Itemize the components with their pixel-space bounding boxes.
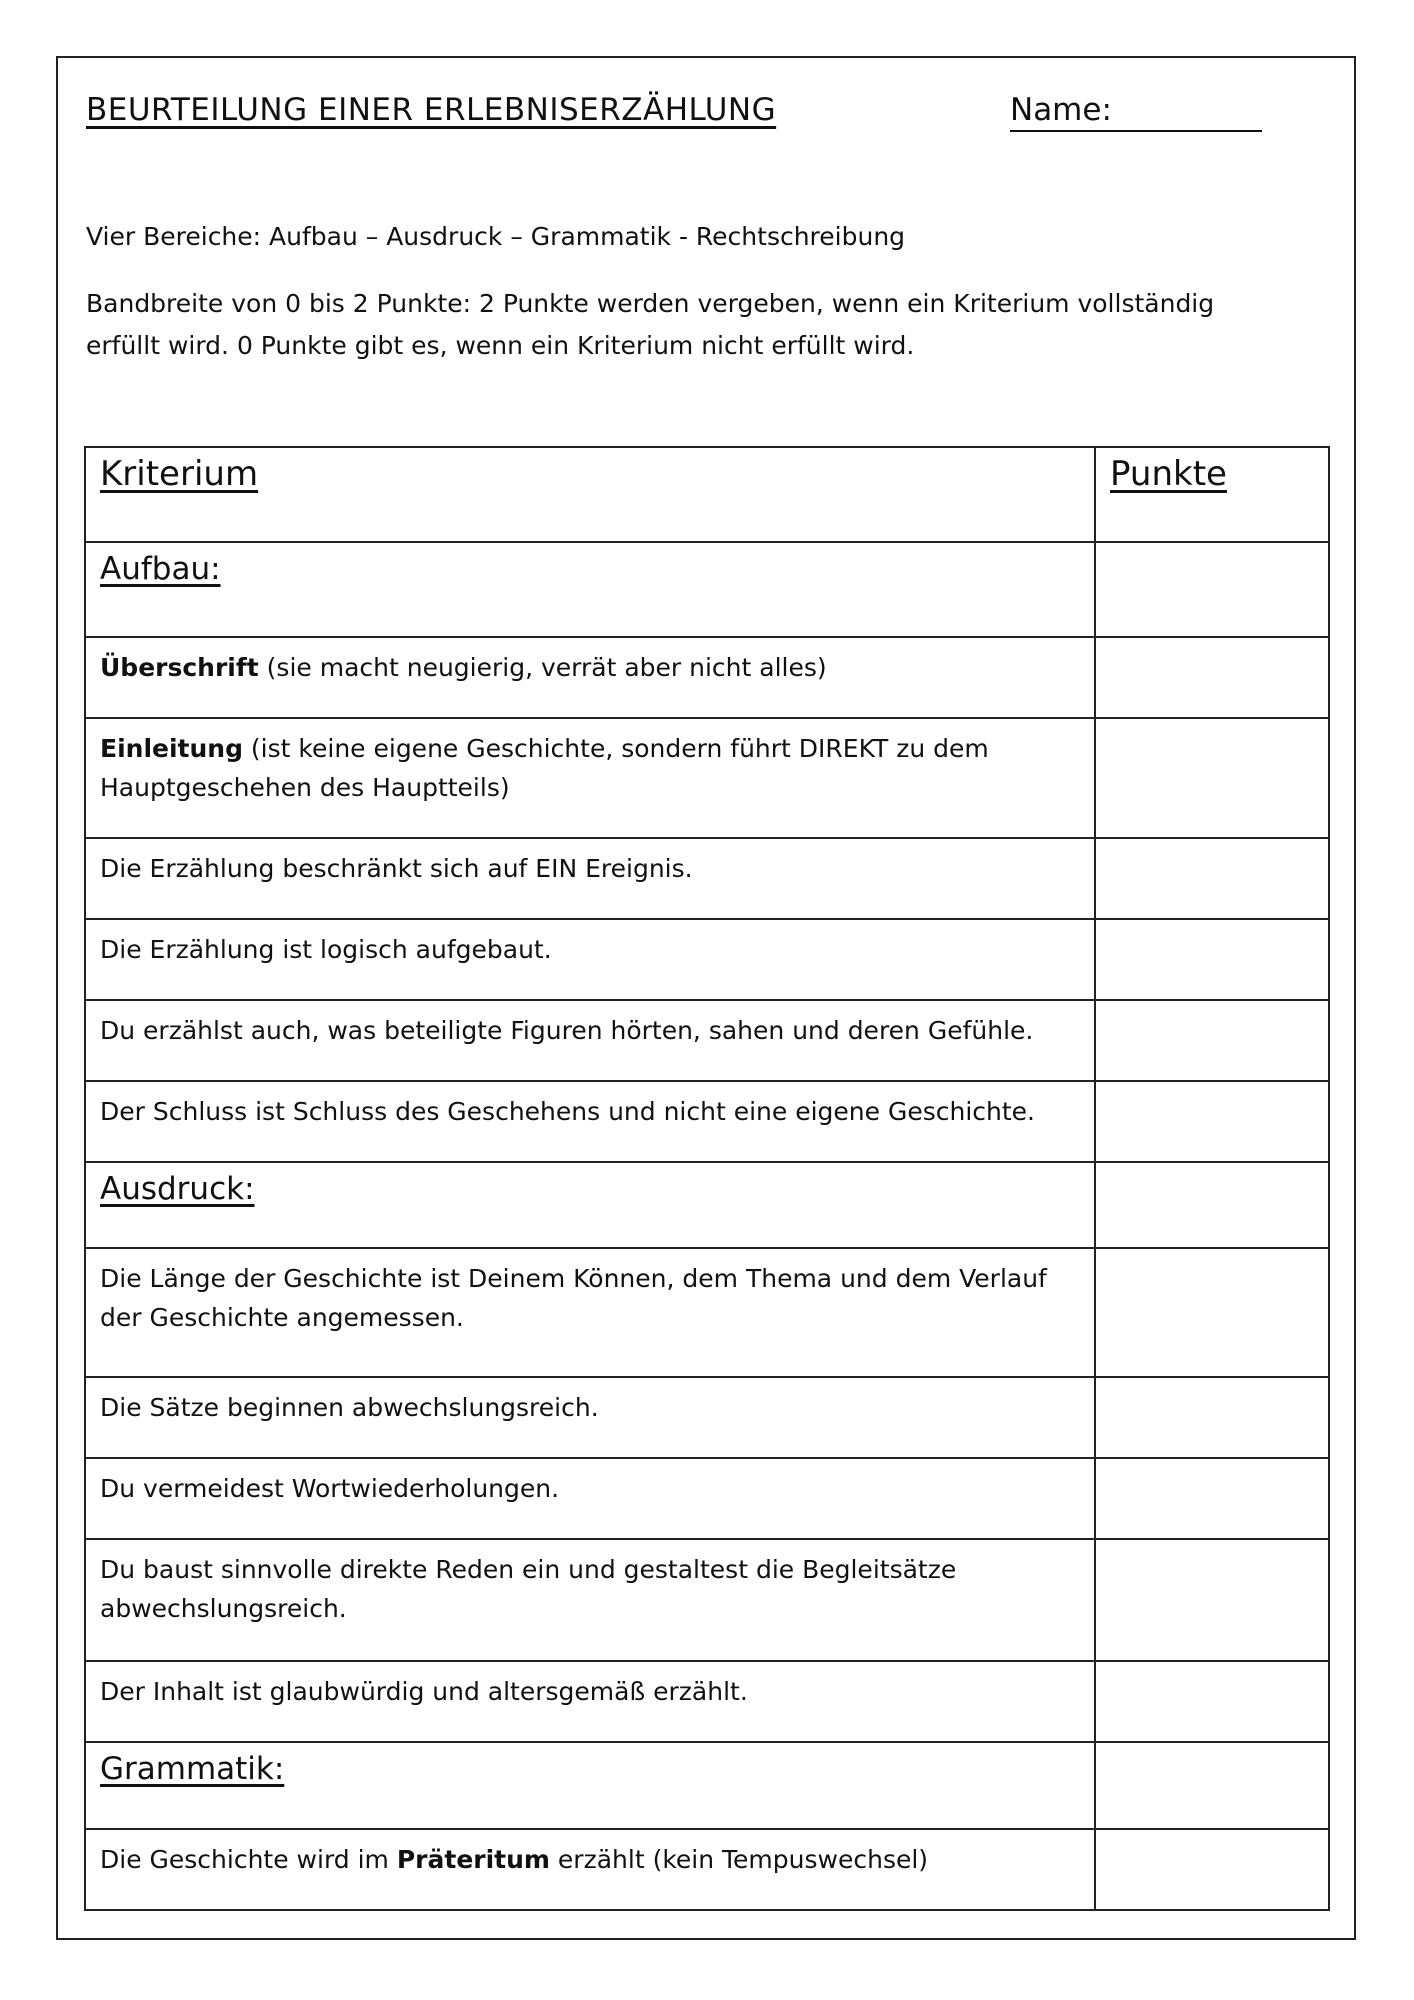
points-cell[interactable] [1095, 1000, 1329, 1081]
points-cell[interactable] [1095, 1458, 1329, 1539]
criterion-text: Die Erzählung beschränkt sich auf EIN Ereignis. [85, 838, 1095, 919]
criterion-text: Die Sätze beginnen abwechslungsreich. [85, 1377, 1095, 1458]
criterion-keyword: Präteritum [396, 1845, 550, 1874]
criterion-cell [85, 1829, 1095, 1910]
criteria-table [84, 446, 1330, 1911]
table-row [85, 1000, 1329, 1081]
criterion-text: Die Erzählung ist logisch aufgebaut. [85, 919, 1095, 1000]
criterion-cell [85, 718, 1095, 838]
points-cell[interactable] [1095, 1248, 1329, 1377]
section-heading-grammatik: Grammatik: [85, 1742, 1095, 1829]
intro-areas: Vier Bereiche: Aufbau – Ausdruck – Grammatik - Rechtschreibung [86, 222, 906, 251]
section-row-grammatik [85, 1742, 1329, 1829]
points-cell[interactable] [1095, 637, 1329, 718]
table-row [85, 1539, 1329, 1661]
points-cell[interactable] [1095, 1661, 1329, 1742]
points-cell[interactable] [1095, 1081, 1329, 1162]
criterion-text: Der Inhalt ist glaubwürdig und altersgemäß erzählt. [85, 1661, 1095, 1742]
points-cell[interactable] [1095, 1377, 1329, 1458]
name-label: Name: [1010, 92, 1112, 128]
points-cell[interactable] [1095, 718, 1329, 838]
criterion-text: Du vermeidest Wortwiederholungen. [85, 1458, 1095, 1539]
criterion-text: Der Schluss ist Schluss des Geschehens und nicht eine eigene Geschichte. [85, 1081, 1095, 1162]
table-row [85, 1829, 1329, 1910]
points-cell[interactable] [1095, 1162, 1329, 1248]
section-heading-ausdruck: Ausdruck: [85, 1162, 1095, 1248]
table-row [85, 919, 1329, 1000]
criterion-cell [85, 637, 1095, 718]
header-points: Punkte [1095, 447, 1329, 542]
criterion-keyword: Einleitung [100, 734, 243, 763]
points-cell[interactable] [1095, 542, 1329, 637]
points-cell[interactable] [1095, 1742, 1329, 1829]
table-row [85, 838, 1329, 919]
table-row [85, 1081, 1329, 1162]
table-row [85, 1458, 1329, 1539]
table-row [85, 1377, 1329, 1458]
criterion-keyword: Überschrift [100, 653, 259, 682]
criterion-text: Die Länge der Geschichte ist Deinem Können, dem Thema und dem Verlauf der Geschichte angemessen. [85, 1248, 1095, 1377]
points-cell[interactable] [1095, 919, 1329, 1000]
table-row [85, 637, 1329, 718]
header-criterion: Kriterium [85, 447, 1095, 542]
points-cell[interactable] [1095, 1829, 1329, 1910]
section-heading-aufbau: Aufbau: [85, 542, 1095, 637]
table-row [85, 718, 1329, 838]
criterion-text: Du baust sinnvolle direkte Reden ein und gestaltest die Begleitsätze abwechslungsreich. [85, 1539, 1095, 1661]
table-row [85, 1661, 1329, 1742]
section-row-aufbau [85, 542, 1329, 637]
table-header-row [85, 447, 1329, 542]
section-row-ausdruck [85, 1162, 1329, 1248]
points-cell[interactable] [1095, 838, 1329, 919]
points-cell[interactable] [1095, 1539, 1329, 1661]
criterion-text: Du erzählst auch, was beteiligte Figuren hörten, sahen und deren Gefühle. [85, 1000, 1095, 1081]
document-title: BEURTEILUNG EINER ERLEBNISERZÄHLUNG [86, 92, 777, 128]
criterion-text: erzählt (kein Tempuswechsel) [549, 1845, 929, 1874]
criterion-text: (ist keine eigene Geschichte, sondern führt DIREKT zu dem Hauptgeschehen des Hauptteils) [100, 734, 989, 802]
name-fill-line[interactable] [1010, 130, 1262, 132]
table-row [85, 1248, 1329, 1377]
intro-scale: Bandbreite von 0 bis 2 Punkte: 2 Punkte werden vergeben, wenn ein Kriterium vollständig erfüllt wird. 0 Punkte gibt es, wenn ein Kriterium nicht erfüllt wird. [86, 289, 1215, 360]
criterion-text: Die Geschichte wird im [100, 1845, 397, 1874]
criterion-text: (sie macht neugierig, verrät aber nicht alles) [258, 653, 827, 682]
